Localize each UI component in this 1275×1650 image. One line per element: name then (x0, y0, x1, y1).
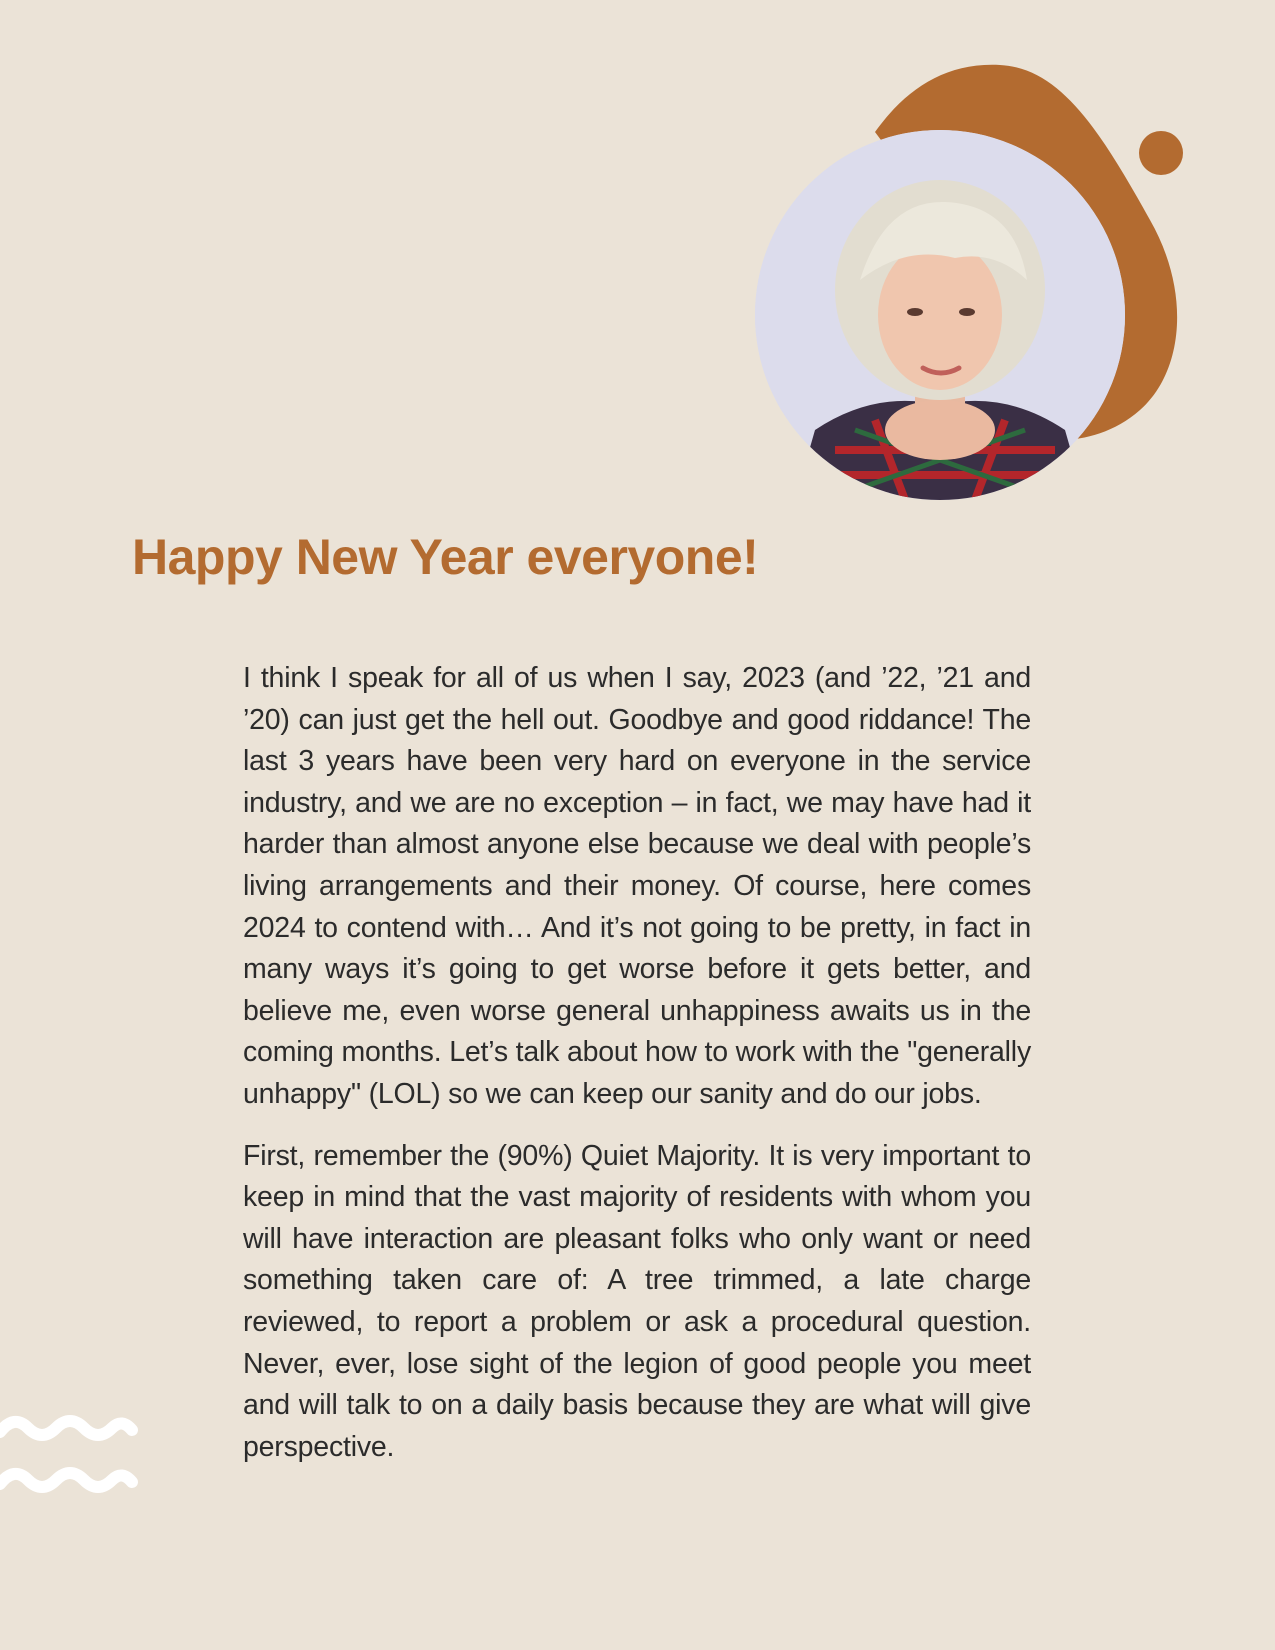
paragraph-intro: I think I speak for all of us when I say, 2023 (and ’22, ’21 and ’20) can just get the hell out. Goodbye and good riddance! The last 3 years have been very hard on everyone in the service industry, and we are no exception – in fact, we may have had it harder than almost anyone else because we deal with people’s living arrangements and their money. Of course, here comes 2024 to contend with… And it’s not going to be pretty, in fact in many ways it’s going to get worse before it gets better, and believe me, even worse general unhappiness awaits us in the coming months. Let’s talk about how to work with the "generally unhappy" (LOL) so we can keep our sanity and do our jobs. (243, 662, 1031, 1110)
author-portrait (755, 130, 1125, 500)
squiggle-top (0, 1421, 132, 1435)
decorative-squiggles (0, 1410, 140, 1510)
paragraph-quiet-majority: First, remember the (90%) Quiet Majority. It is very important to keep in mind that the vast majority of residents with whom you will have interaction are pleasant folks who only want or need something taken care of: A tree trimmed, a late charge reviewed, to report a problem or ask a procedural question. Never, ever, lose sight of the legion of good people you meet and will talk to on a daily basis because they are what will give perspective. (243, 1139, 1031, 1463)
article-body (243, 658, 1031, 1488)
face (878, 240, 1002, 390)
squiggle-bottom (0, 1473, 132, 1487)
page-title: Happy New Year everyone! (132, 529, 759, 585)
hands (885, 400, 995, 460)
orange-dot (1139, 131, 1183, 175)
